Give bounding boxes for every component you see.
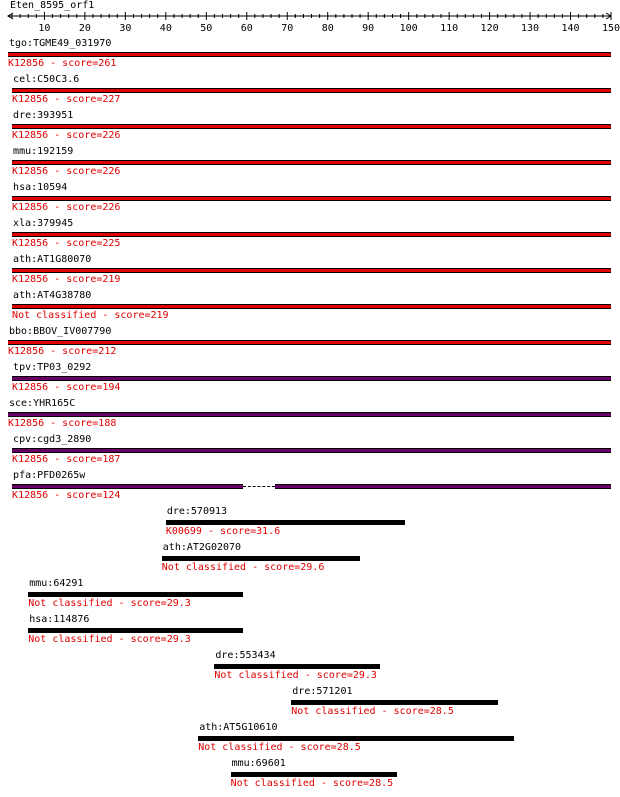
hit-label: Not classified - score=29.3: [214, 670, 377, 681]
hit-name[interactable]: cel:C50C3.6: [13, 74, 80, 85]
hit-bar[interactable]: [8, 412, 611, 417]
ruler-tick-label: 40: [159, 23, 172, 34]
hit-bar[interactable]: [12, 268, 611, 273]
hit-name[interactable]: dre:570913: [166, 506, 228, 517]
ruler-tick-label: 50: [200, 23, 213, 34]
hit-label: Not classified - score=219: [12, 310, 169, 321]
hit-name[interactable]: bbo:BBOV_IV007790: [9, 326, 112, 337]
ruler-tick-label: 90: [362, 23, 375, 34]
hit-bar[interactable]: [28, 592, 242, 597]
ruler-tick-label: 10: [38, 23, 51, 34]
hit-label: Not classified - score=29.3: [28, 634, 191, 645]
hit-name[interactable]: hsa:10594: [13, 182, 68, 193]
hit-label: K12856 - score=188: [8, 418, 117, 429]
query-title: Eten_8595_orf1: [10, 0, 95, 11]
hit-bar[interactable]: [12, 232, 611, 237]
hit-label: K12856 - score=219: [12, 274, 121, 285]
hit-label: K12856 - score=187: [12, 454, 121, 465]
hit-label: K12856 - score=226: [12, 166, 121, 177]
hit-bar[interactable]: [12, 160, 611, 165]
hit-label: K12856 - score=212: [8, 346, 117, 357]
hit-label: Not classified - score=28.5: [291, 706, 454, 717]
hit-bar[interactable]: [12, 376, 611, 381]
hit-name[interactable]: sce:YHR165C: [9, 398, 76, 409]
hit-name[interactable]: ath:AT4G38780: [13, 290, 92, 301]
ruler-tick-label: 70: [281, 23, 294, 34]
hit-bar[interactable]: [12, 484, 243, 489]
hit-label: Not classified - score=28.5: [198, 742, 361, 753]
hit-bar[interactable]: [12, 88, 611, 93]
ruler-tick-label: 30: [119, 23, 132, 34]
hit-bar[interactable]: [8, 340, 611, 345]
hit-label: K12856 - score=261: [8, 58, 117, 69]
hit-bar[interactable]: [162, 556, 360, 561]
ruler-tick-label: 140: [561, 23, 580, 34]
hit-name[interactable]: tgo:TGME49_031970: [9, 38, 112, 49]
ruler-tick-label: 20: [78, 23, 91, 34]
hit-bar[interactable]: [12, 196, 611, 201]
hit-bar[interactable]: [231, 772, 397, 777]
ruler-tick-label: 120: [480, 23, 499, 34]
hit-label: K00699 - score=31.6: [165, 526, 281, 537]
hit-name[interactable]: ath:AT1G80070: [13, 254, 92, 265]
hit-bar[interactable]: [291, 700, 497, 705]
hit-name[interactable]: tpv:TP03_0292: [13, 362, 92, 373]
hit-label: Not classified - score=28.5: [230, 778, 394, 789]
hit-name[interactable]: ath:AT5G10610: [199, 722, 278, 733]
ruler-tick-label: 80: [321, 23, 334, 34]
ruler-tick-label: 130: [521, 23, 540, 34]
hit-name[interactable]: dre:553434: [215, 650, 276, 661]
hit-bar[interactable]: [198, 736, 514, 741]
hit-bar[interactable]: [166, 520, 405, 525]
ruler-tick-label: 150: [601, 23, 620, 34]
hit-label: K12856 - score=194: [12, 382, 121, 393]
ruler-tick-label: 110: [440, 23, 459, 34]
hit-name[interactable]: mmu:64291: [29, 578, 84, 589]
hit-bar[interactable]: [214, 664, 380, 669]
hit-name[interactable]: cpv:cgd3_2890: [13, 434, 92, 445]
hit-bar[interactable]: [28, 628, 242, 633]
hit-name[interactable]: ath:AT2G02070: [162, 542, 242, 553]
hit-name[interactable]: mmu:69601: [231, 758, 286, 769]
hit-gap: [243, 486, 275, 487]
hit-name[interactable]: xla:379945: [13, 218, 74, 229]
hit-bar[interactable]: [12, 304, 611, 309]
hit-label: K12856 - score=227: [12, 94, 121, 105]
hit-label: K12856 - score=226: [12, 202, 121, 213]
hit-label: Not classified - score=29.6: [161, 562, 325, 573]
hit-name[interactable]: dre:393951: [13, 110, 74, 121]
hit-label: Not classified - score=29.3: [28, 598, 191, 609]
ruler-tick-label: 60: [240, 23, 253, 34]
hit-label: K12856 - score=225: [12, 238, 121, 249]
hit-bar[interactable]: [12, 448, 611, 453]
position-ruler: [0, 0, 620, 34]
hit-name[interactable]: dre:571201: [292, 686, 353, 697]
hit-bar[interactable]: [275, 484, 611, 489]
hit-label: K12856 - score=124: [12, 490, 121, 501]
hit-label: K12856 - score=226: [12, 130, 121, 141]
hit-bar[interactable]: [8, 52, 611, 57]
hit-name[interactable]: pfa:PFD0265w: [13, 470, 86, 481]
ruler-tick-label: 100: [399, 23, 418, 34]
hit-name[interactable]: mmu:192159: [13, 146, 74, 157]
hit-bar[interactable]: [12, 124, 611, 129]
hit-name[interactable]: hsa:114876: [29, 614, 90, 625]
